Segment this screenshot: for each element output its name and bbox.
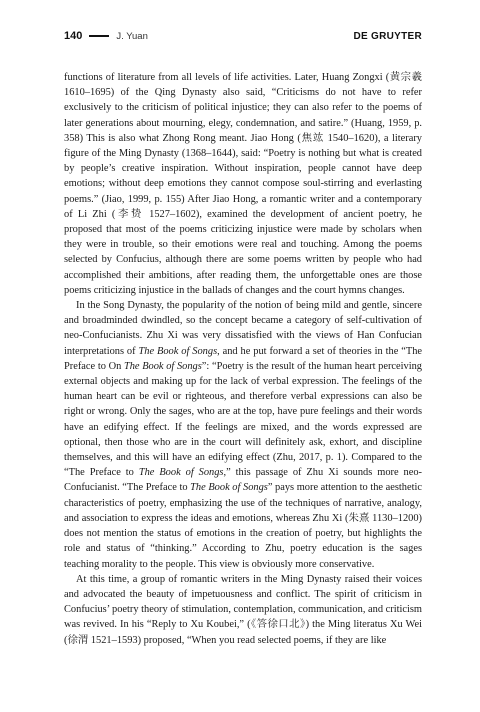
- text-run: , and he put forward a set of theories in the “The Preface to On: [64, 345, 423, 372]
- paragraph: [64, 70, 422, 298]
- paragraph: [64, 572, 422, 648]
- text-run: ”: “Poetry is the result of the human heart perceiving external objects and making up for the lack of verbal expression. The feelings of the human heart can be evil or righteous, and therefore verbal expressions can also be right or wrong. Only the sages, who are at the top, have pure feelings and their words have an edifying effect. If the feelings are mixed, and the words expressed are optional, then those who are in the court will definitely ask, exhort, and discipline themselves, and this will have an edifying effect (Zhu, 2017, p. 1). Compared to the “The Preface to: [64, 360, 422, 479]
- italic-title: The Book of Songs: [138, 345, 218, 357]
- paragraph: [64, 298, 422, 572]
- text-run: In the Song Dynasty, the popularity of the notion of being mild and gentle, sincere and broadminded dwindled, so the concept became a category of self-cultivation of neo-Confucianists. Zhu Xi was very dissatisfied with the views of Han Confucian interpretations of: [64, 300, 422, 357]
- header-rule: [89, 35, 109, 37]
- body-text: [64, 70, 422, 648]
- text-run: functions of literature from all levels of life activities. Later, Huang Zongxi (黄宗羲 1610–1695) of the Qing Dynasty also said, “Criticisms do not have to refer exclusively to the criticism of political injustice; they can also refer to the poems of later generations about mourning, elegy, condemnation, and satire.” (Huang, 1959, p. 358) This is also what Zhong Rong meant. Jiao Hong (焦竑 1540–1620), a literary figure of the Ming Dynasty (1368–1644), said: “Poetry is nothing but what is created by people’s creative inspiration. Without inspiration, people cannot have deep emotions; without deep emotions they cannot compose soul-stirring and everlasting poems.” (Jiao, 1999, p. 155) After Jiao Hong, a romantic writer and a contemporary of Li Zhi (李贽 1527–1602), examined the development of ancient poetry, he proposed that most of the poems criticizing injustice were made by scholars when they were in trouble, so their emotions were real and touching. Among the poems selected by Confucius, although there are some poems written by people who had accomplished their ambitions, after reading them, the unforgettable ones are those poems criticizing injustice in the ballads of changes and the court hymns changes.: [64, 72, 422, 296]
- text-run: ,” this passage of Zhu Xi sounds more neo-Confucianist. “The Preface to: [64, 467, 422, 494]
- italic-title: The Book of Songs: [123, 360, 202, 372]
- italic-title: The Book of Songs: [138, 467, 224, 479]
- text-run: At this time, a group of romantic writers in the Ming Dynasty raised their voices and advocated the beauty of impetuousness and conflict. The spirit of criticism in Confucius’ poetry theory of stimulation, contemplation, communication, and criticism was revived. In his “Reply to Xu Koubei,” (《答徐口北》) the Ming literatus Xu Wei (徐渭 1521–1593) proposed, “When you read selected poems, if they are like: [64, 573, 422, 646]
- page-number: 140: [64, 30, 83, 42]
- running-author: J. Yuan: [116, 30, 148, 42]
- publisher-logo: DE GRUYTER: [353, 30, 422, 42]
- text-run: ” pays more attention to the aesthetic characteristics of poetry, emphasizing the use of the techniques of narrative, analogy, and association to express the ideas and emotions, whereas Zhu Xi (朱熹 1130–1200) does not mention the status of emotions in the creation of poetry, but highlights the role and status of “thinking.” According to Zhu, poetry education is the sages teaching morality to the people. This view is obviously more conservative.: [64, 482, 422, 570]
- italic-title: The Book of Songs: [190, 482, 268, 494]
- running-header: [64, 28, 422, 44]
